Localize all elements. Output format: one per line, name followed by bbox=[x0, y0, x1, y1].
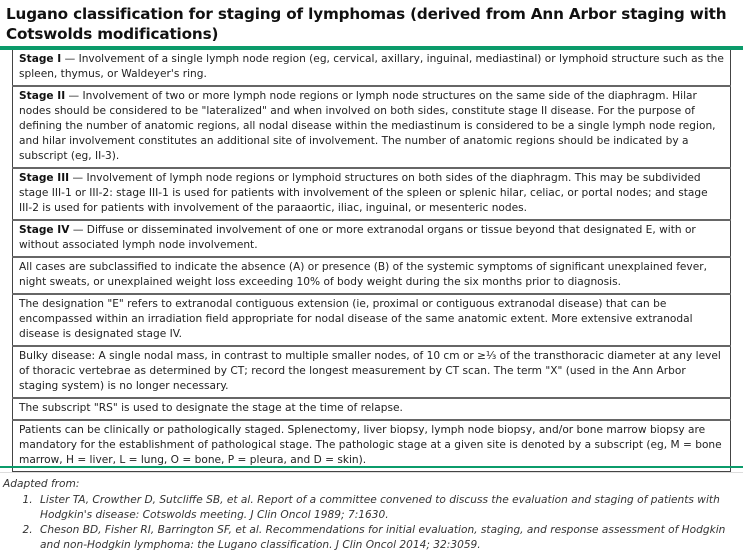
table-row bbox=[13, 420, 731, 472]
divider bbox=[0, 472, 743, 473]
table-cell bbox=[13, 220, 731, 257]
table-cell bbox=[13, 50, 731, 86]
table-row bbox=[13, 220, 731, 257]
stage-label: Stage II bbox=[19, 90, 66, 102]
reference-list bbox=[3, 493, 743, 553]
reference-item: 2. Cheson BD, Fisher RI, Barrington SF, et al. Recommendations for initial evaluation, staging, and response assessment of Hodgkin and non-Hodgkin lymphoma: the Lugano classification. J Clin Oncol 2014; 32:3059. bbox=[36, 523, 743, 553]
stage-label: Stage IV bbox=[19, 224, 70, 236]
table-cell bbox=[13, 86, 731, 168]
table-row bbox=[13, 398, 731, 420]
table-row bbox=[13, 86, 731, 168]
note-text: Patients can be clinically or pathologically staged. Splenectomy, liver biopsy, lymph node biopsy, and/or bone marrow biopsy are mandatory for the establishment of pathological stage. The pathologic stage at a given site is denoted by a subscript (eg, M = bone marrow, H = liver, L = lung, O = bone, P = pleura, and D = skin). bbox=[19, 424, 722, 466]
note-text: The subscript "RS" is used to designate the stage at the time of relapse. bbox=[19, 402, 403, 414]
footnote bbox=[3, 477, 743, 553]
separator: — bbox=[69, 224, 87, 236]
table-row bbox=[13, 50, 731, 86]
table-cell bbox=[13, 420, 731, 472]
note-text: Bulky disease: A single nodal mass, in contrast to multiple smaller nodes, of 10 cm or ≥⅓ of the transthoracic diameter at any level of thoracic vertebrae as determined by CT; record the longest measurement by CT scan. The term "X" (used in the Ann Arbor staging system) is no longer necessary. bbox=[19, 350, 721, 392]
table-cell bbox=[13, 168, 731, 220]
table-row bbox=[13, 294, 731, 346]
separator: — bbox=[69, 172, 87, 184]
note-text: All cases are subclassified to indicate the absence (A) or presence (B) of the systemic symptoms of significant unexplained fever, night sweats, or unexplained weight loss exceeding 10% of body weight during the six months prior to diagnosis. bbox=[19, 261, 707, 288]
note-text: The designation "E" refers to extranodal contiguous extension (ie, proximal or contiguous extranodal disease) that can be encompassed within an irradiation field appropriate for nodal disease of the same anatomic extent. More extensive extranodal disease is designated stage IV. bbox=[19, 298, 693, 340]
stage-label: Stage I bbox=[19, 53, 62, 65]
reference-item: 1. Lister TA, Crowther D, Sutcliffe SB, et al. Report of a committee convened to discuss the evaluation and staging of patients with Hodgkin's disease: Cotswolds meeting. J Clin Oncol 1989; 7:1630. bbox=[36, 493, 743, 523]
stage-description: Diffuse or disseminated involvement of one or more extranodal organs or tissue beyond that designated E, with or without associated lymph node involvement. bbox=[19, 224, 696, 251]
table-row bbox=[13, 168, 731, 220]
stage-description: Involvement of two or more lymph node regions or lymph node structures on the same side of the diaphragm. Hilar nodes should be considered to be "lateralized" and when involved on both sides, constitute stage II disease. For the purpose of defining the number of anatomic regions, all nodal disease within the mediastinum is considered to be a single lymph node region, and hilar involvement constitutes an additional site of involvement. The number of anatomic regions should be indicated by a subscript (eg, II-3). bbox=[19, 90, 716, 162]
table-cell bbox=[13, 294, 731, 346]
table-cell bbox=[13, 257, 731, 294]
table-cell bbox=[13, 346, 731, 398]
table-bottom-rule bbox=[0, 466, 743, 468]
stage-description: Involvement of a single lymph node region (eg, cervical, axillary, inguinal, mediastinal) or lymphoid structure such as the spleen, thymus, or Waldeyer's ring. bbox=[19, 53, 724, 80]
table-cell bbox=[13, 398, 731, 420]
separator: — bbox=[61, 53, 79, 65]
staging-table-container bbox=[0, 46, 743, 472]
table-row bbox=[13, 346, 731, 398]
separator: — bbox=[65, 90, 83, 102]
page-title: Lugano classification for staging of lymphomas (derived from Ann Arbor staging with Cotswolds modifications) bbox=[6, 5, 727, 43]
table-row bbox=[13, 257, 731, 294]
staging-table bbox=[12, 50, 731, 472]
stage-description: Involvement of lymph node regions or lymphoid structures on both sides of the diaphragm. This may be subdivided stage III-1 or III-2: stage III-1 is used for patients with involvement of the spleen or splenic hilar, celiac, or portal nodes; and stage III-2 is used for patients with involvement of the paraaortic, iliac, inguinal, or mesenteric nodes. bbox=[19, 172, 708, 214]
footnote-heading: Adapted from: bbox=[3, 478, 80, 490]
stage-label: Stage III bbox=[19, 172, 70, 184]
